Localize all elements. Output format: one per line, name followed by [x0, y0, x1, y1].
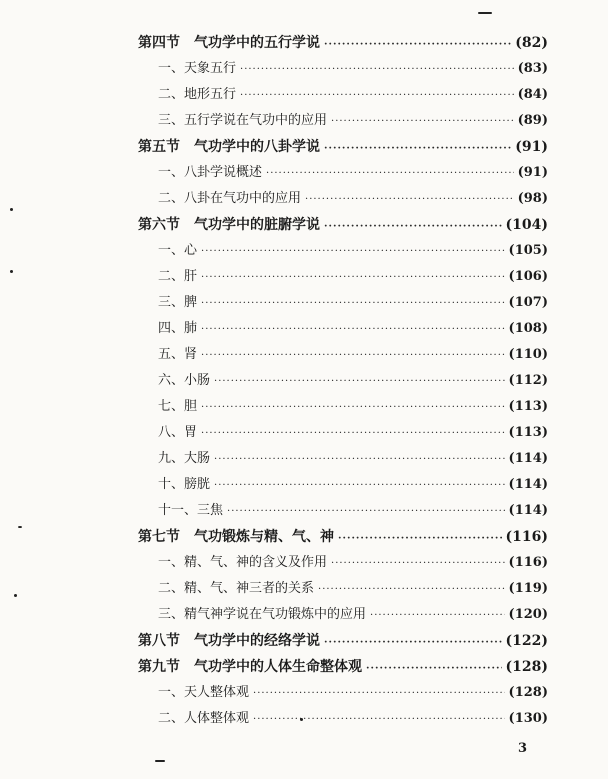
toc-entry-page-number: (108): [508, 321, 548, 336]
toc-entry-page-number: (106): [508, 269, 548, 284]
dot-leader: [324, 32, 511, 58]
toc-entry-page-number: (128): [505, 659, 548, 675]
toc-entry-page-number: (114): [508, 503, 548, 518]
toc-subsection-entry: [138, 316, 548, 342]
dot-leader: [240, 83, 514, 109]
dot-leader: [266, 161, 514, 187]
toc-entry-page-number: (120): [508, 607, 548, 622]
toc-entry-page-number: (128): [508, 685, 548, 700]
toc-subsection-entry: [138, 238, 548, 264]
table-of-contents: [138, 30, 548, 732]
scan-speck: [478, 12, 492, 14]
toc-entry-title: 第四节 气功学中的五行学说: [138, 35, 320, 51]
toc-entry-title: 三、脾: [158, 295, 198, 310]
toc-entry-page-number: (122): [505, 633, 548, 649]
toc-section-entry: [138, 30, 548, 56]
dot-leader: [324, 630, 502, 656]
page-number: 3: [518, 741, 528, 756]
toc-entry-title: 五、肾: [158, 347, 198, 362]
toc-subsection-entry: [138, 420, 548, 446]
toc-entry-page-number: (89): [517, 113, 548, 128]
dot-leader: [370, 603, 505, 629]
toc-subsection-entry: [138, 576, 548, 602]
toc-subsection-entry: [138, 186, 548, 212]
dot-leader: [227, 499, 505, 525]
toc-subsection-entry: [138, 394, 548, 420]
toc-entry-page-number: (112): [508, 373, 548, 388]
toc-entry-title: 九、大肠: [158, 451, 211, 466]
dot-leader: [214, 447, 505, 473]
toc-entry-page-number: (98): [517, 191, 548, 206]
toc-entry-title: 一、精、气、神的含义及作用: [158, 555, 328, 570]
toc-entry-page-number: (84): [517, 87, 548, 102]
toc-entry-title: 一、天象五行: [158, 61, 237, 76]
dot-leader: [366, 656, 502, 682]
toc-subsection-entry: [138, 498, 548, 524]
toc-subsection-entry: [138, 472, 548, 498]
toc-subsection-entry: [138, 82, 548, 108]
dot-leader: [318, 577, 505, 603]
toc-subsection-entry: [138, 368, 548, 394]
dot-leader: [305, 187, 514, 213]
dot-leader: [201, 395, 505, 421]
toc-entry-title: 三、精气神学说在气功锻炼中的应用: [158, 607, 367, 622]
dot-leader: [214, 369, 505, 395]
toc-subsection-entry: [138, 342, 548, 368]
toc-section-entry: [138, 212, 548, 238]
dot-leader: [331, 551, 505, 577]
dot-leader: [201, 291, 505, 317]
toc-subsection-entry: [138, 446, 548, 472]
toc-subsection-entry: [138, 550, 548, 576]
toc-entry-page-number: (114): [508, 477, 548, 492]
toc-entry-page-number: (110): [508, 347, 548, 362]
toc-entry-title: 二、肝: [158, 269, 198, 284]
toc-entry-title: 二、八卦在气功中的应用: [158, 191, 302, 206]
toc-entry-page-number: (104): [505, 217, 548, 233]
toc-entry-page-number: (119): [508, 581, 548, 596]
toc-subsection-entry: [138, 290, 548, 316]
toc-entry-title: 第九节 气功学中的人体生命整体观: [138, 659, 362, 675]
scan-speck: [18, 526, 22, 528]
toc-entry-title: 第七节 气功锻炼与精、气、神: [138, 529, 334, 545]
scan-speck: [300, 718, 303, 721]
toc-entry-title: 七、胆: [158, 399, 198, 414]
dot-leader: [240, 57, 514, 83]
toc-section-entry: [138, 134, 548, 160]
toc-subsection-entry: [138, 108, 548, 134]
toc-section-entry: [138, 654, 548, 680]
dot-leader: [201, 239, 505, 265]
toc-entry-page-number: (83): [517, 61, 548, 76]
toc-entry-title: 第六节 气功学中的脏腑学说: [138, 217, 320, 233]
dot-leader: [253, 681, 505, 707]
toc-entry-page-number: (114): [508, 451, 548, 466]
dot-leader: [201, 421, 505, 447]
toc-entry-page-number: (113): [508, 399, 548, 414]
toc-entry-page-number: (107): [508, 295, 548, 310]
toc-entry-title: 三、五行学说在气功中的应用: [158, 113, 328, 128]
toc-entry-title: 六、小肠: [158, 373, 211, 388]
toc-section-entry: [138, 524, 548, 550]
toc-subsection-entry: [138, 264, 548, 290]
toc-entry-title: 第八节 气功学中的经络学说: [138, 633, 320, 649]
toc-entry-page-number: (91): [517, 165, 548, 180]
toc-subsection-entry: [138, 680, 548, 706]
toc-entry-title: 二、精、气、神三者的关系: [158, 581, 315, 596]
toc-subsection-entry: [138, 160, 548, 186]
toc-entry-title: 四、肺: [158, 321, 198, 336]
toc-subsection-entry: [138, 56, 548, 82]
toc-entry-page-number: (130): [508, 711, 548, 726]
dot-leader: [201, 317, 505, 343]
dot-leader: [324, 136, 511, 162]
toc-entry-title: 八、胃: [158, 425, 198, 440]
toc-subsection-entry: [138, 602, 548, 628]
dot-leader: [253, 707, 505, 733]
dot-leader: [338, 526, 502, 552]
toc-entry-title: 一、八卦学说概述: [158, 165, 263, 180]
toc-entry-title: 一、心: [158, 243, 198, 258]
dot-leader: [214, 473, 505, 499]
toc-entry-title: 十一、三焦: [158, 503, 224, 518]
scan-speck: [14, 594, 17, 597]
scan-speck: [155, 760, 165, 762]
scan-speck: [10, 270, 13, 273]
toc-entry-title: 二、人体整体观: [158, 711, 250, 726]
toc-entry-page-number: (105): [508, 243, 548, 258]
toc-entry-page-number: (91): [515, 139, 548, 155]
toc-entry-page-number: (116): [505, 529, 548, 545]
dot-leader: [331, 109, 514, 135]
toc-entry-title: 二、地形五行: [158, 87, 237, 102]
dot-leader: [201, 343, 505, 369]
toc-entry-title: 十、膀胱: [158, 477, 211, 492]
toc-entry-page-number: (116): [508, 555, 548, 570]
toc-subsection-entry: [138, 706, 548, 732]
toc-entry-page-number: (82): [515, 35, 548, 51]
toc-entry-page-number: (113): [508, 425, 548, 440]
toc-entry-title: 第五节 气功学中的八卦学说: [138, 139, 320, 155]
scan-speck: [10, 208, 13, 211]
toc-entry-title: 一、天人整体观: [158, 685, 250, 700]
dot-leader: [324, 214, 502, 240]
toc-section-entry: [138, 628, 548, 654]
dot-leader: [201, 265, 505, 291]
